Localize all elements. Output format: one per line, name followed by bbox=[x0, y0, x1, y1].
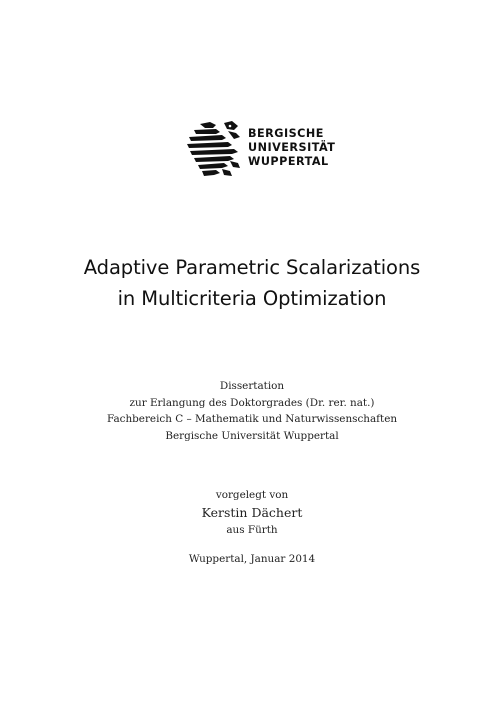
document-type: Dissertation bbox=[219, 380, 285, 392]
presented-by-label: vorgelegt von bbox=[215, 489, 289, 501]
university-logo bbox=[186, 121, 346, 179]
thesis-title-line-1: Adaptive Parametric Scalarizations bbox=[83, 256, 421, 279]
thesis-title-line-2: in Multicriteria Optimization bbox=[117, 287, 387, 310]
lion-crest-icon bbox=[186, 121, 241, 177]
faculty-line: Fachbereich C – Mathematik und Naturwissenschaften bbox=[106, 413, 398, 425]
university-line: Bergische Universität Wuppertal bbox=[165, 429, 339, 442]
university-name-line-2: UNIVERSITÄT bbox=[248, 141, 336, 154]
university-name bbox=[248, 127, 335, 169]
dissertation-info bbox=[0, 378, 504, 444]
thesis-title bbox=[0, 252, 504, 314]
degree-line: zur Erlangung des Doktorgrades (Dr. rer. nat.) bbox=[129, 396, 375, 409]
author-name: Kerstin Dächert bbox=[201, 505, 303, 520]
university-name-line-3: WUPPERTAL bbox=[248, 155, 329, 168]
author-origin: aus Fürth bbox=[226, 524, 278, 536]
author-block bbox=[0, 487, 504, 538]
university-name-line-1: BERGISCHE bbox=[248, 127, 324, 140]
place-and-date: Wuppertal, Januar 2014 bbox=[188, 553, 316, 565]
